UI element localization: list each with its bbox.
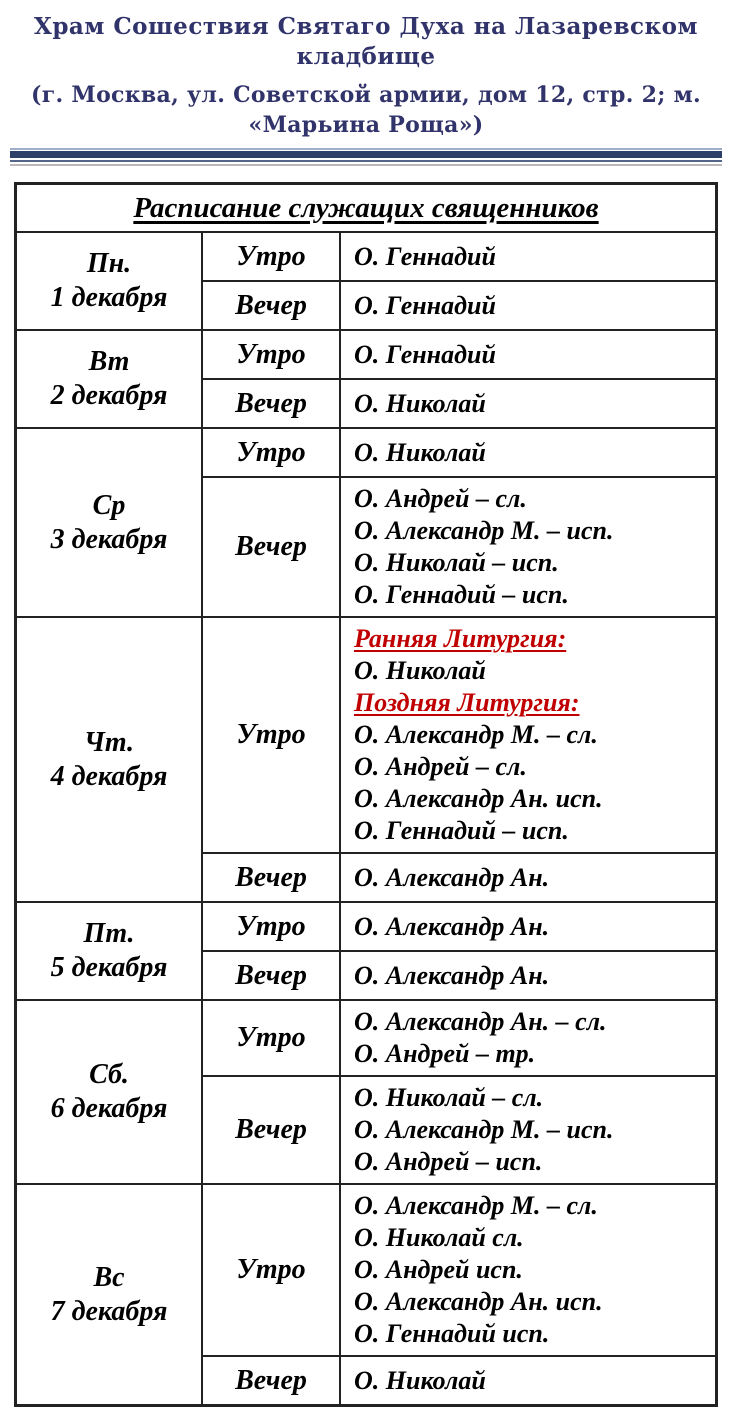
day-abbrev: Вс [93, 1261, 125, 1293]
day-cell [16, 902, 203, 1000]
day-cell [16, 1000, 203, 1184]
time-cell: Вечер [202, 281, 340, 330]
day-cell [16, 617, 203, 902]
priest-name: О. Геннадий – исп. [354, 816, 569, 845]
priest-name: О. Александр М. – исп. [354, 516, 614, 545]
priest-name: О. Александр Ан. исп. [354, 1287, 603, 1316]
schedule-row [16, 902, 717, 951]
day-date: 2 декабря [50, 380, 168, 411]
day-date: 5 декабря [50, 952, 168, 983]
priest-name: О. Николай сл. [354, 1223, 524, 1252]
priests-cell [340, 379, 717, 428]
priest-name: О. Геннадий исп. [354, 1319, 550, 1348]
liturgy-label: Ранняя Литургия: [354, 624, 567, 653]
priests-cell [340, 951, 717, 1000]
priest-name: О. Николай [354, 388, 486, 418]
time-cell: Вечер [202, 951, 340, 1000]
priest-name: О. Андрей исп. [354, 1255, 523, 1284]
day-cell [16, 428, 203, 617]
priest-name: О. Николай – сл. [354, 1083, 544, 1112]
priest-name: О. Геннадий [354, 241, 496, 271]
priests-cell [340, 1000, 717, 1076]
priest-name: О. Геннадий [354, 339, 496, 369]
day-abbrev: Ср [92, 489, 126, 521]
priests-cell [340, 477, 717, 617]
schedule-row [16, 232, 717, 281]
priests-cell [340, 1356, 717, 1406]
priest-name: О. Андрей – исп. [354, 1147, 543, 1176]
time-cell: Утро [202, 617, 340, 853]
church-title: Храм Сошествия Святаго Духа на Лазаревском кладбище [34, 13, 698, 70]
time-cell: Утро [202, 1000, 340, 1076]
schedule-row [16, 617, 717, 853]
church-address: (г. Москва, ул. Советской армии, дом 12, стр. 2; м. «Марьина Роща») [31, 82, 701, 138]
day-cell [16, 232, 203, 330]
table-title-row [16, 184, 717, 233]
day-date: 6 декабря [50, 1093, 168, 1124]
day-abbrev: Вт [88, 346, 130, 377]
priests-cell [340, 617, 717, 853]
priest-name: О. Александр Ан. [354, 911, 550, 941]
day-date: 1 декабря [50, 282, 168, 313]
priests-cell [340, 1184, 717, 1356]
priests-cell [340, 428, 717, 477]
priest-name: О. Николай [354, 656, 486, 685]
priest-name: О. Александр Ан. – сл. [354, 1007, 607, 1036]
schedule-row [16, 330, 717, 379]
schedule-row [16, 1184, 717, 1356]
time-cell: Утро [202, 428, 340, 477]
day-abbrev: Пн. [86, 248, 132, 279]
decorative-rule [10, 148, 722, 166]
priests-cell [340, 330, 717, 379]
schedule-section [0, 172, 732, 1407]
priest-name: О. Александр Ан. [354, 960, 550, 990]
time-cell: Вечер [202, 379, 340, 428]
priests-cell [340, 1076, 717, 1184]
time-cell: Утро [202, 902, 340, 951]
document-header [0, 0, 732, 172]
day-abbrev: Чт. [83, 726, 135, 758]
priest-name: О. Александр М. – сл. [354, 1191, 598, 1220]
priest-name: О. Геннадий [354, 290, 496, 320]
schedule-table [14, 182, 718, 1407]
time-cell: Утро [202, 1184, 340, 1356]
priest-name: О. Александр М. – сл. [354, 720, 598, 749]
time-cell: Вечер [202, 1356, 340, 1406]
priests-cell [340, 853, 717, 902]
priest-name: О. Андрей – сл. [354, 484, 527, 513]
priest-name: О. Геннадий – исп. [354, 580, 569, 609]
day-date: 7 декабря [50, 1295, 168, 1327]
priest-name: О. Александр Ан. исп. [354, 784, 603, 813]
schedule-row [16, 1000, 717, 1076]
day-cell [16, 1184, 203, 1406]
day-abbrev: Сб. [89, 1059, 129, 1090]
liturgy-label: Поздняя Литургия: [354, 688, 580, 717]
priest-name: О. Николай – исп. [354, 548, 559, 577]
priests-cell [340, 281, 717, 330]
time-cell: Вечер [202, 477, 340, 617]
day-abbrev: Пт. [83, 918, 135, 949]
time-cell: Вечер [202, 1076, 340, 1184]
priests-cell [340, 232, 717, 281]
priest-name: О. Андрей – сл. [354, 752, 527, 781]
priest-name: О. Андрей – тр. [354, 1039, 536, 1068]
priest-name: О. Николай [354, 1365, 486, 1395]
schedule-row [16, 428, 717, 477]
priest-name: О. Александр М. – исп. [354, 1115, 614, 1144]
day-date: 4 декабря [50, 760, 168, 792]
priest-name: О. Николай [354, 437, 486, 467]
priest-name: О. Александр Ан. [354, 862, 550, 892]
day-date: 3 декабря [50, 523, 168, 555]
time-cell: Вечер [202, 853, 340, 902]
table-title: Расписание служащих священников [16, 184, 717, 233]
time-cell: Утро [202, 330, 340, 379]
time-cell: Утро [202, 232, 340, 281]
day-cell [16, 330, 203, 428]
priests-cell [340, 902, 717, 951]
